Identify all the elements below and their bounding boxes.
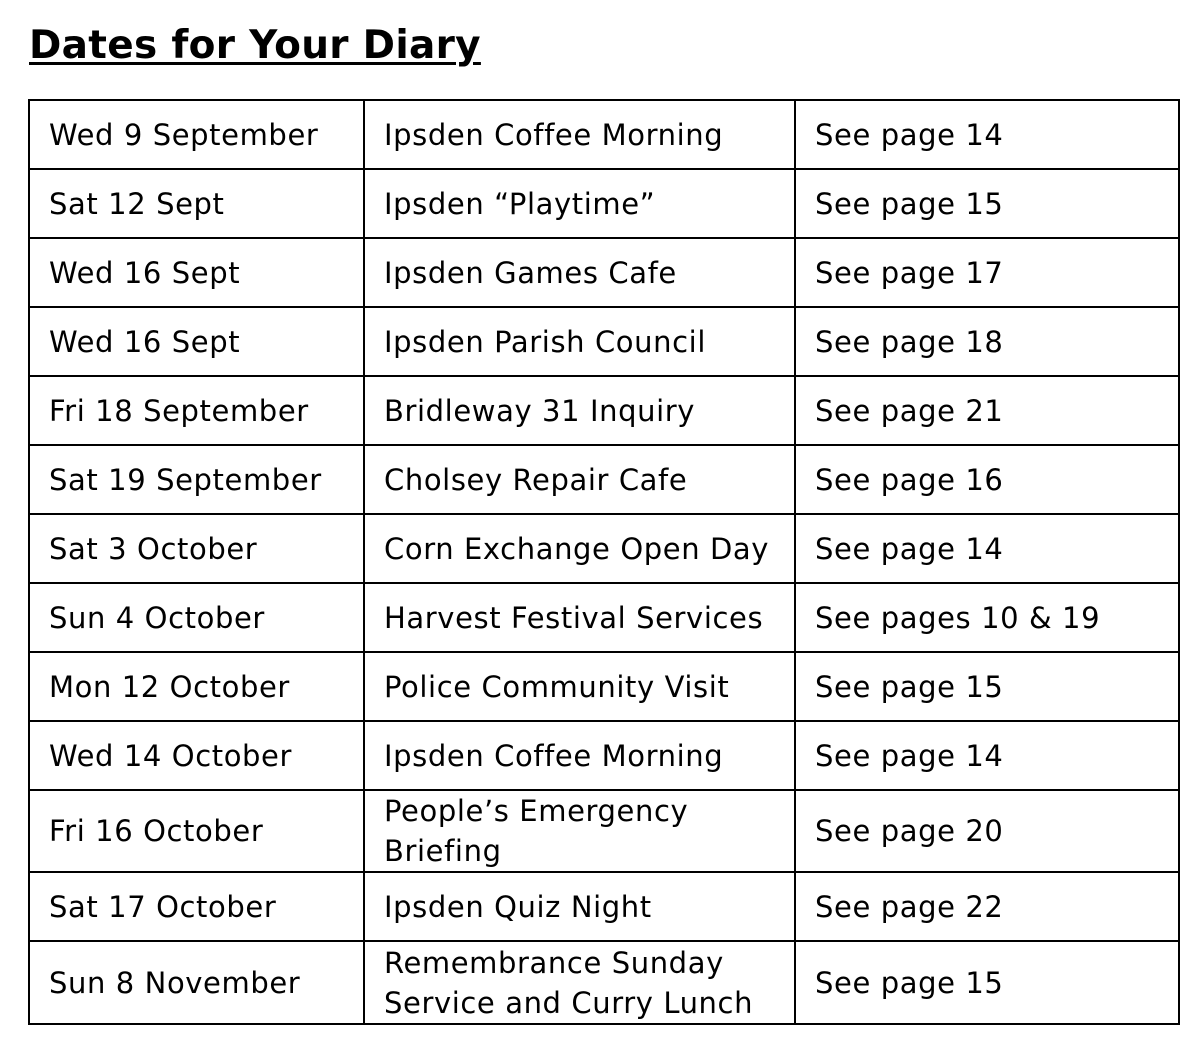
page-ref-cell: See page 15 — [795, 941, 1179, 1024]
table-row — [29, 169, 1179, 238]
event-cell: Harvest Festival Services — [364, 583, 795, 652]
table-row — [29, 100, 1179, 169]
page-ref-cell: See page 14 — [795, 100, 1179, 169]
page-ref-cell: See page 17 — [795, 238, 1179, 307]
date-cell: Fri 16 October — [29, 790, 364, 872]
table-row — [29, 376, 1179, 445]
table-row — [29, 872, 1179, 941]
date-cell: Sat 12 Sept — [29, 169, 364, 238]
page-ref-cell: See page 18 — [795, 307, 1179, 376]
page-title: Dates for Your Diary — [29, 23, 481, 68]
date-cell: Wed 14 October — [29, 721, 364, 790]
event-cell: Police Community Visit — [364, 652, 795, 721]
page-ref-cell: See page 22 — [795, 872, 1179, 941]
event-cell: Corn Exchange Open Day — [364, 514, 795, 583]
event-cell: People’s Emergency Briefing — [364, 790, 795, 872]
event-cell: Ipsden Quiz Night — [364, 872, 795, 941]
page-ref-cell: See page 20 — [795, 790, 1179, 872]
table-row — [29, 583, 1179, 652]
date-cell: Sun 8 November — [29, 941, 364, 1024]
event-cell: Ipsden Coffee Morning — [364, 721, 795, 790]
event-cell: Cholsey Repair Cafe — [364, 445, 795, 514]
date-cell: Fri 18 September — [29, 376, 364, 445]
event-cell: Ipsden Parish Council — [364, 307, 795, 376]
page-ref-cell: See page 15 — [795, 169, 1179, 238]
date-cell: Sat 17 October — [29, 872, 364, 941]
date-cell: Mon 12 October — [29, 652, 364, 721]
event-cell: Remembrance Sunday Service and Curry Lunch — [364, 941, 795, 1024]
table-row — [29, 514, 1179, 583]
date-cell: Wed 16 Sept — [29, 238, 364, 307]
table-row — [29, 445, 1179, 514]
date-cell: Sat 3 October — [29, 514, 364, 583]
page-ref-cell: See pages 10 & 19 — [795, 583, 1179, 652]
page-ref-cell: See page 14 — [795, 721, 1179, 790]
date-cell: Wed 9 September — [29, 100, 364, 169]
event-cell: Ipsden “Playtime” — [364, 169, 795, 238]
table-row — [29, 307, 1179, 376]
page-ref-cell: See page 21 — [795, 376, 1179, 445]
table-row — [29, 238, 1179, 307]
page-ref-cell: See page 14 — [795, 514, 1179, 583]
event-cell: Ipsden Games Cafe — [364, 238, 795, 307]
page-ref-cell: See page 15 — [795, 652, 1179, 721]
date-cell: Sun 4 October — [29, 583, 364, 652]
diary-table — [28, 99, 1180, 1025]
event-cell: Bridleway 31 Inquiry — [364, 376, 795, 445]
page-ref-cell: See page 16 — [795, 445, 1179, 514]
table-row — [29, 721, 1179, 790]
table-row — [29, 652, 1179, 721]
date-cell: Wed 16 Sept — [29, 307, 364, 376]
date-cell: Sat 19 September — [29, 445, 364, 514]
event-cell: Ipsden Coffee Morning — [364, 100, 795, 169]
table-row — [29, 941, 1179, 1024]
table-row — [29, 790, 1179, 872]
